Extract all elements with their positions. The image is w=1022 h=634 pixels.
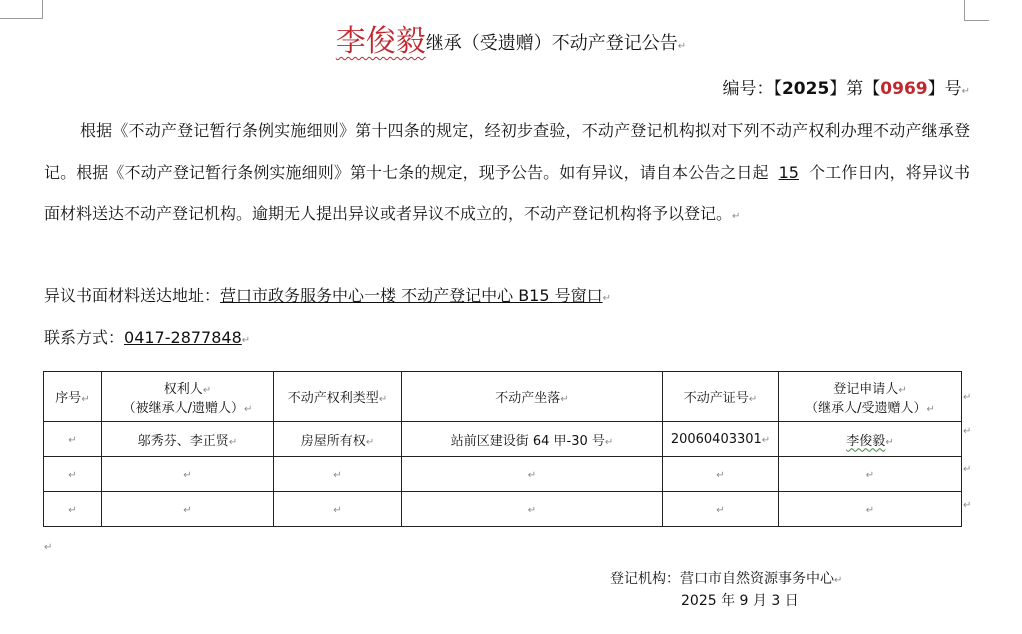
serial-year: 2025 xyxy=(781,79,830,99)
empty-cell: ↵ xyxy=(663,492,779,527)
body-part2: 个工作日内，将异议书面材料送达不动产登记机构。逾期无人提出异议或者异议不成立的，不动产登记机构将予以登记。 xyxy=(44,162,970,223)
table-row xyxy=(44,422,962,457)
contact-value: 0417-2877848 xyxy=(124,328,242,347)
cell-applicant: 李俊毅↵ xyxy=(779,422,962,457)
empty-cell: ↵ xyxy=(102,457,274,492)
row-end-mark-icon: ↵ xyxy=(963,392,972,403)
address-value: 营口市政务服务中心一楼 不动产登记中心 B15 号窗口 xyxy=(220,286,603,305)
table-row-empty xyxy=(44,492,962,527)
cell-seq: ↵ xyxy=(44,422,102,457)
empty-cell: ↵ xyxy=(779,457,962,492)
registration-authority xyxy=(610,568,842,592)
contact-label: 联系方式： xyxy=(44,328,125,347)
authority-label: 登记机构： xyxy=(610,571,680,587)
paragraph-mark-icon: ↵ xyxy=(961,86,970,97)
empty-cell: ↵ xyxy=(274,492,402,527)
title-text: 继承（受遗赠）不动产登记公告 xyxy=(425,33,678,54)
header-cert-no: 不动产证号↵ xyxy=(663,372,779,422)
cell-right-type: 房屋所有权↵ xyxy=(274,422,402,457)
contact-info xyxy=(44,325,250,348)
serial-prefix: 编号：【 xyxy=(722,79,782,99)
paragraph-mark-icon: ↵ xyxy=(732,211,741,222)
paragraph-mark-icon: ↵ xyxy=(602,293,612,304)
paragraph-mark-icon: ↵ xyxy=(834,575,843,586)
serial-no: 0969 xyxy=(880,79,928,99)
notice-body xyxy=(44,110,970,238)
notice-date: 2025 年 9 月 3 日 xyxy=(681,593,799,609)
cell-location: 站前区建设街 64 甲-30 号↵ xyxy=(402,422,663,457)
empty-cell: ↵ xyxy=(663,457,779,492)
header-applicant: 登记申请人↵ （继承人/受遗赠人）↵ xyxy=(779,372,962,422)
cell-cert-no: 20060403301↵ xyxy=(663,422,779,457)
empty-cell: ↵ xyxy=(44,492,102,527)
empty-cell: ↵ xyxy=(402,492,663,527)
table-row-empty xyxy=(44,457,962,492)
cell-holder: 邬秀芬、李正贤↵ xyxy=(102,422,274,457)
paragraph-mark-icon: ↵ xyxy=(44,542,53,553)
header-right-type: 不动产权利类型↵ xyxy=(274,372,402,422)
row-end-mark-icon: ↵ xyxy=(963,500,972,511)
crop-mark-top-left xyxy=(0,0,43,19)
empty-cell: ↵ xyxy=(779,492,962,527)
crop-mark-top-right xyxy=(964,0,989,21)
title-applicant-name: 李俊毅 xyxy=(335,24,426,59)
serial-suffix: 】号 xyxy=(927,79,962,99)
authority-name: 营口市自然资源事务中心 xyxy=(680,571,834,587)
empty-cell: ↵ xyxy=(274,457,402,492)
table-header-row xyxy=(44,372,962,422)
serial-mid: 】第【 xyxy=(829,79,881,99)
row-end-mark-icon: ↵ xyxy=(963,426,972,437)
paragraph-mark-icon: ↵ xyxy=(677,41,687,52)
objection-days: 15 xyxy=(778,162,799,182)
body-part1: 根据《不动产登记暂行条例实施细则》第十四条的规定，经初步查验，不动产登记机构拟对下列不动产权利办理不动产继承登记。根据《不动产登记暂行条例实施细则》第十七条的规定，现予公告。如有异议，请自本公告之日起 xyxy=(44,121,970,182)
objection-address xyxy=(44,283,611,306)
paragraph-mark-icon: ↵ xyxy=(241,335,251,346)
serial-number xyxy=(722,74,970,99)
header-holder: 权利人↵ （被继承人/遗赠人）↵ xyxy=(102,372,274,422)
header-location: 不动产坐落↵ xyxy=(402,372,663,422)
address-label: 异议书面材料送达地址： xyxy=(44,286,221,305)
notice-title xyxy=(0,22,1022,67)
empty-cell: ↵ xyxy=(102,492,274,527)
row-end-mark-icon: ↵ xyxy=(963,464,972,475)
header-seq: 序号↵ xyxy=(44,372,102,422)
empty-cell: ↵ xyxy=(44,457,102,492)
property-table xyxy=(43,371,962,527)
empty-cell: ↵ xyxy=(402,457,663,492)
